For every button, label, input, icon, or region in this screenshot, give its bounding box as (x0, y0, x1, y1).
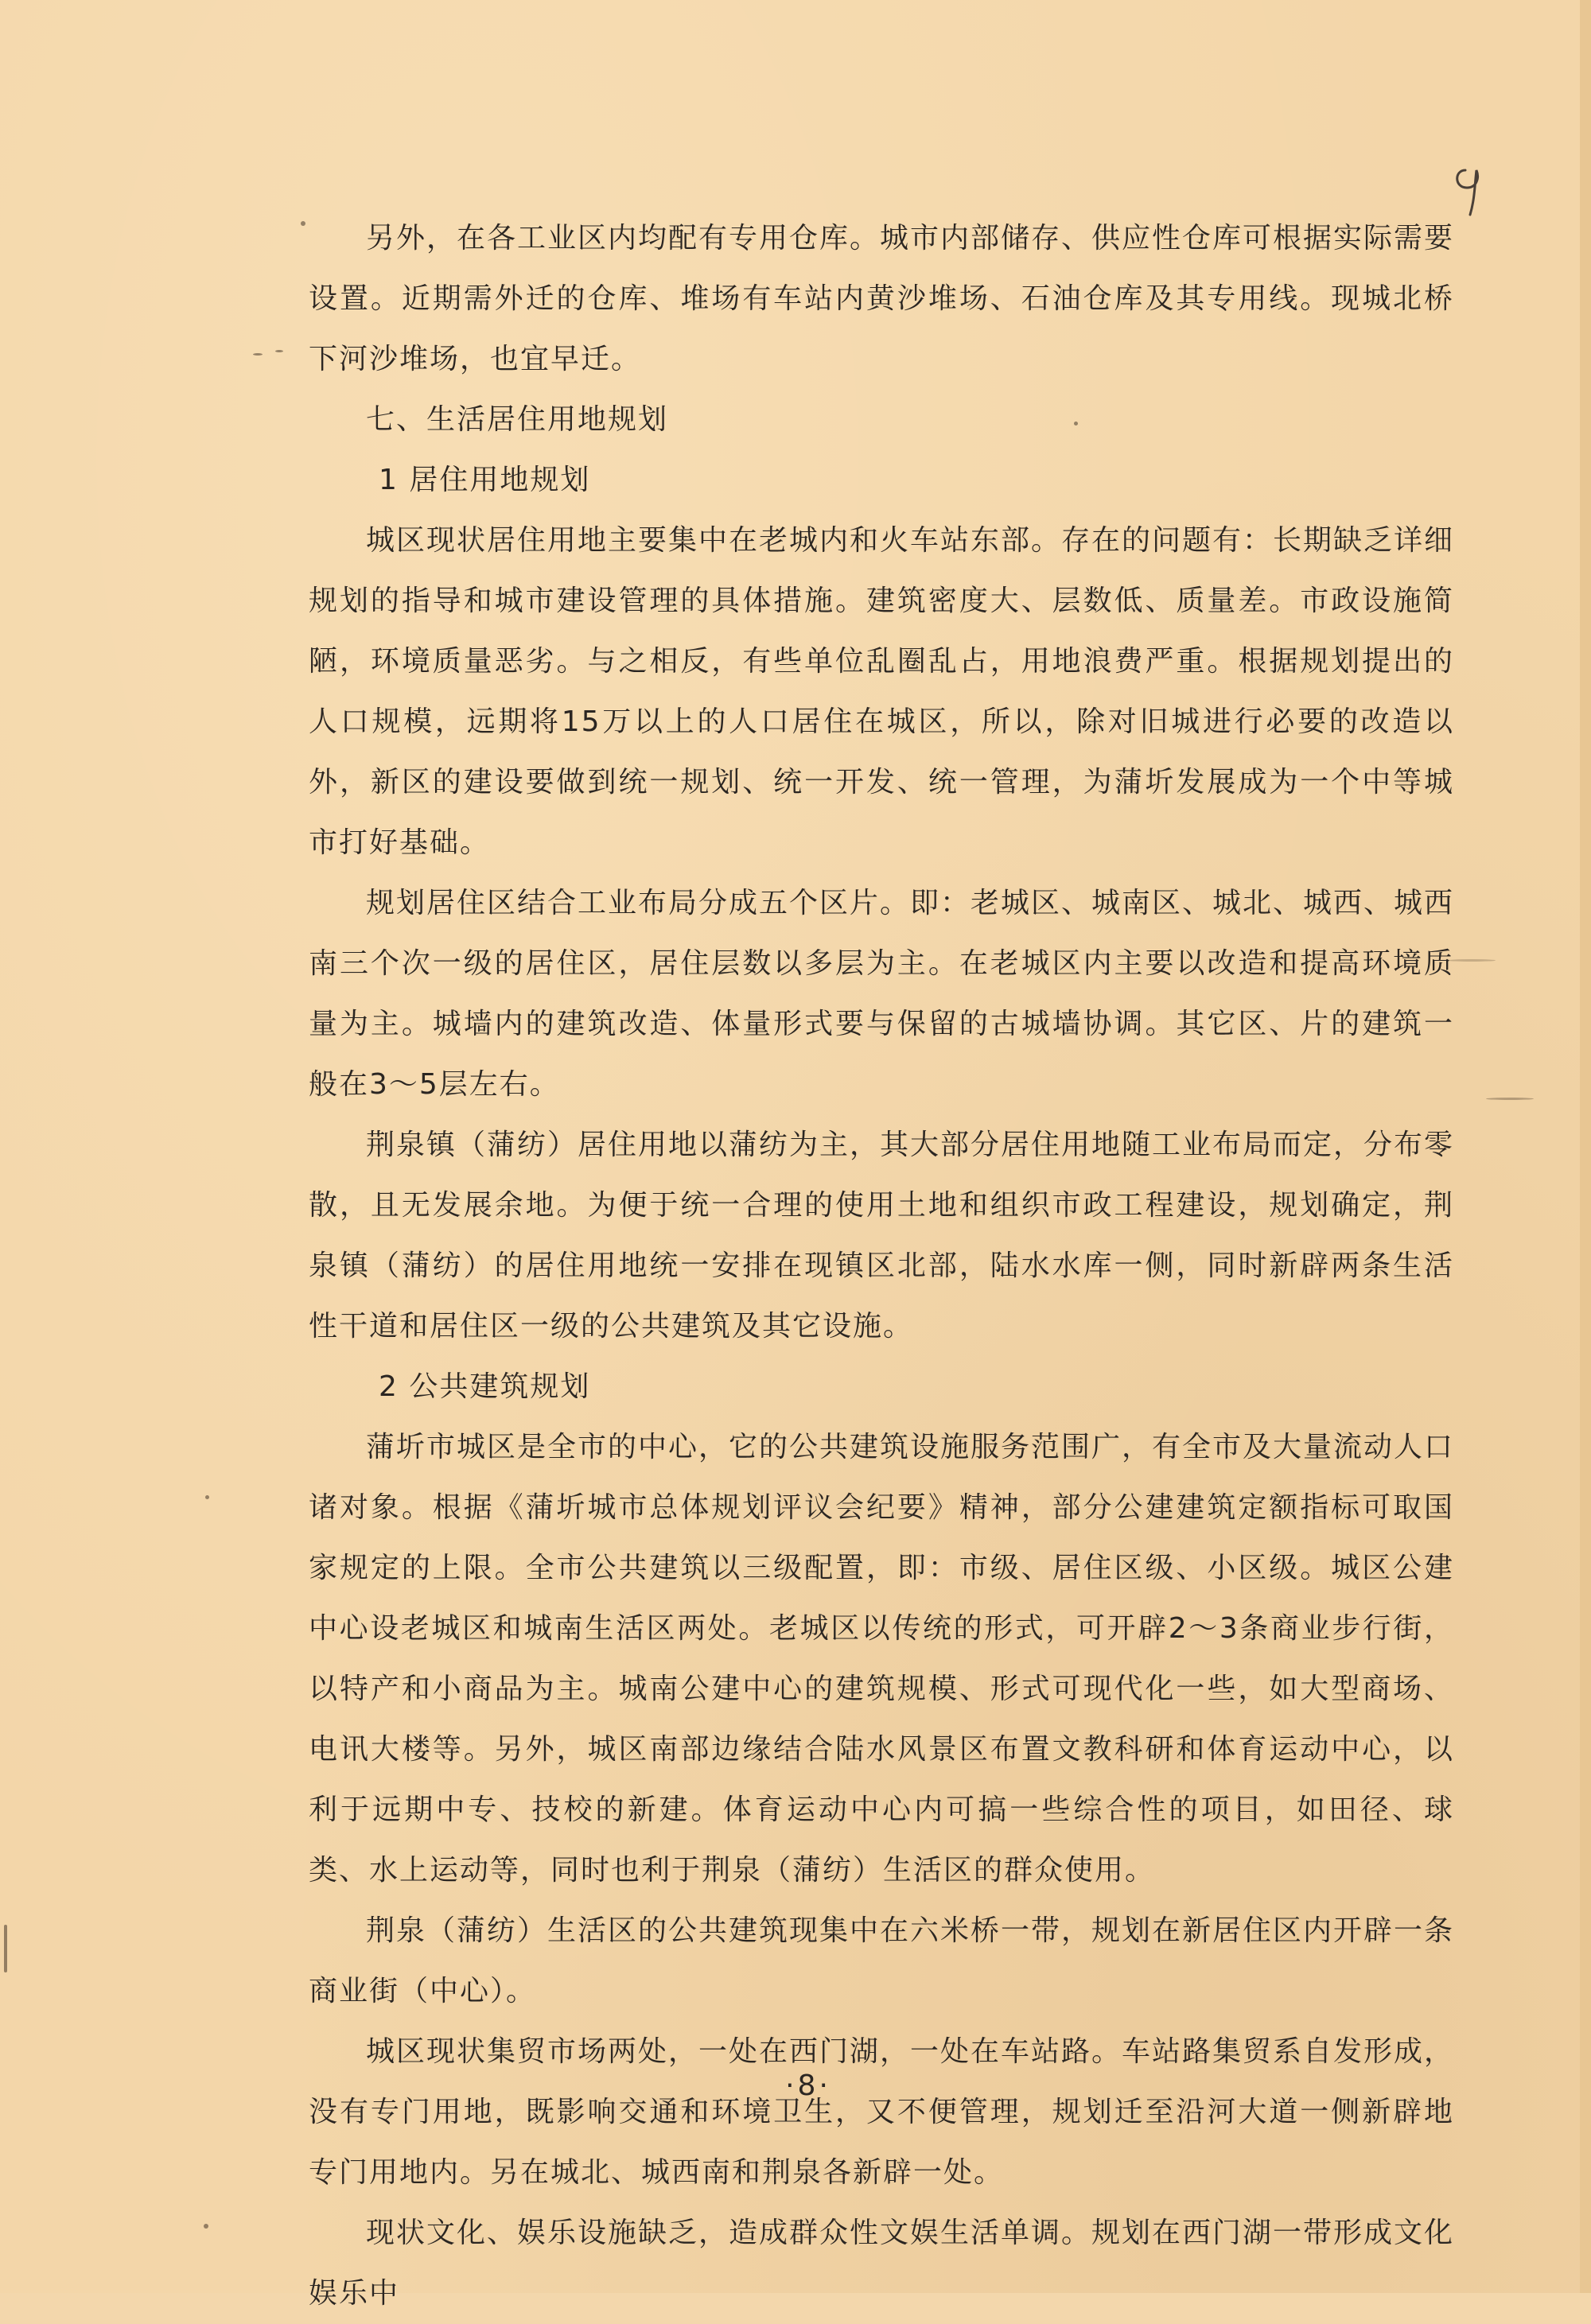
paragraph: 荆泉镇（蒲纺）居住用地以蒲纺为主，其大部分居住用地随工业布局而定，分布零散，且无发展余地。为便于统一合理的使用土地和组织市政工程建设，规划确定，荆泉镇（蒲纺）的居住用地统一安排在现镇区北部，陆水水库一侧，同时新辟两条生活性干道和居住区一级的公共建筑及其它设施。 (309, 1129, 1455, 1343)
handwritten-page-mark (1448, 159, 1503, 223)
ink-speck (1448, 959, 1496, 962)
ink-speck (275, 350, 283, 352)
paragraph: 规划居住区结合工业布局分成五个区片。即：老城区、城南区、城北、城西、城西南三个次一级的居住区，居住层数以多层为主。在老城区内主要以改造和提高环境质量为主。城墙内的建筑改造、体量形式要与保留的古城墙协调。其它区、片的建筑一般在3～5层左右。 (309, 887, 1455, 1101)
paragraph: 城区现状居住用地主要集中在老城内和火车站东部。存在的问题有：长期缺乏详细规划的指导和城市建设管理的具体措施。建筑密度大、层数低、质量差。市政设施简陋，环境质量恶劣。与之相反，有些单位乱圈乱占，用地浪费严重。根据规划提出的人口规模，远期将15万以上的人口居住在城区，所以，除对旧城进行必要的改造以外，新区的建设要做到统一规划、统一开发、统一管理，为蒲圻发展成为一个中等城市打好基础。 (309, 524, 1455, 859)
paragraph: 荆泉（蒲纺）生活区的公共建筑现集中在六米桥一带，规划在新居住区内开辟一条商业街（中心）。 (309, 1914, 1455, 2007)
page-number: ·8· (785, 2069, 831, 2102)
ink-speck (1074, 422, 1078, 426)
paragraph: 城区现状集贸市场两处，一处在西门湖，一处在车站路。车站路集贸系自发形成，没有专门用地，既影响交通和环境卫生，又不便管理，规划迁至沿河大道一侧新辟地专门用地内。另在城北、城西南和荆泉各新辟一处。 (309, 2035, 1455, 2189)
document-body (309, 208, 1454, 2324)
subsection-heading: 2 公共建筑规划 (379, 1370, 591, 1403)
ink-speck (1486, 1098, 1534, 1100)
section-heading: 七、生活居住用地规划 (366, 403, 669, 436)
page-edge (1580, 0, 1591, 2293)
ink-speck (253, 353, 263, 356)
ink-speck (4, 1925, 7, 1972)
paragraph: 蒲圻市城区是全市的中心，它的公共建筑设施服务范围广，有全市及大量流动人口诸对象。根据《蒲圻城市总体规划评议会纪要》精神，部分公建建筑定额指标可取国家规定的上限。全市公共建筑以三级配置，即：市级、居住区级、小区级。城区公建中心设老城区和城南生活区两处。老城区以传统的形式，可开辟2～3条商业步行街，以特产和小商品为主。城南公建中心的建筑规模、形式可现代化一些，如大型商场、电讯大楼等。另外，城区南部边缘结合陆水风景区布置文教科研和体育运动中心，以利于远期中专、技校的新建。体育运动中心内可搞一些综合性的项目，如田径、球类、水上运动等，同时也利于荆泉（蒲纺）生活区的群众使用。 (309, 1431, 1455, 1887)
paragraph: 另外，在各工业区内均配有专用仓库。城市内部储存、供应性仓库可根据实际需要设置。近期需外迁的仓库、堆场有车站内黄沙堆场、石油仓库及其专用线。现城北桥下河沙堆场，也宜早迁。 (309, 222, 1455, 375)
ink-speck (301, 221, 305, 226)
subsection-heading: 1 居住用地规划 (379, 464, 591, 496)
ink-speck (204, 2224, 208, 2229)
paragraph: 现状文化、娱乐设施缺乏，造成群众性文娱生活单调。规划在西门湖一带形成文化娱乐中 (309, 2217, 1455, 2310)
ink-speck (205, 1495, 209, 1499)
